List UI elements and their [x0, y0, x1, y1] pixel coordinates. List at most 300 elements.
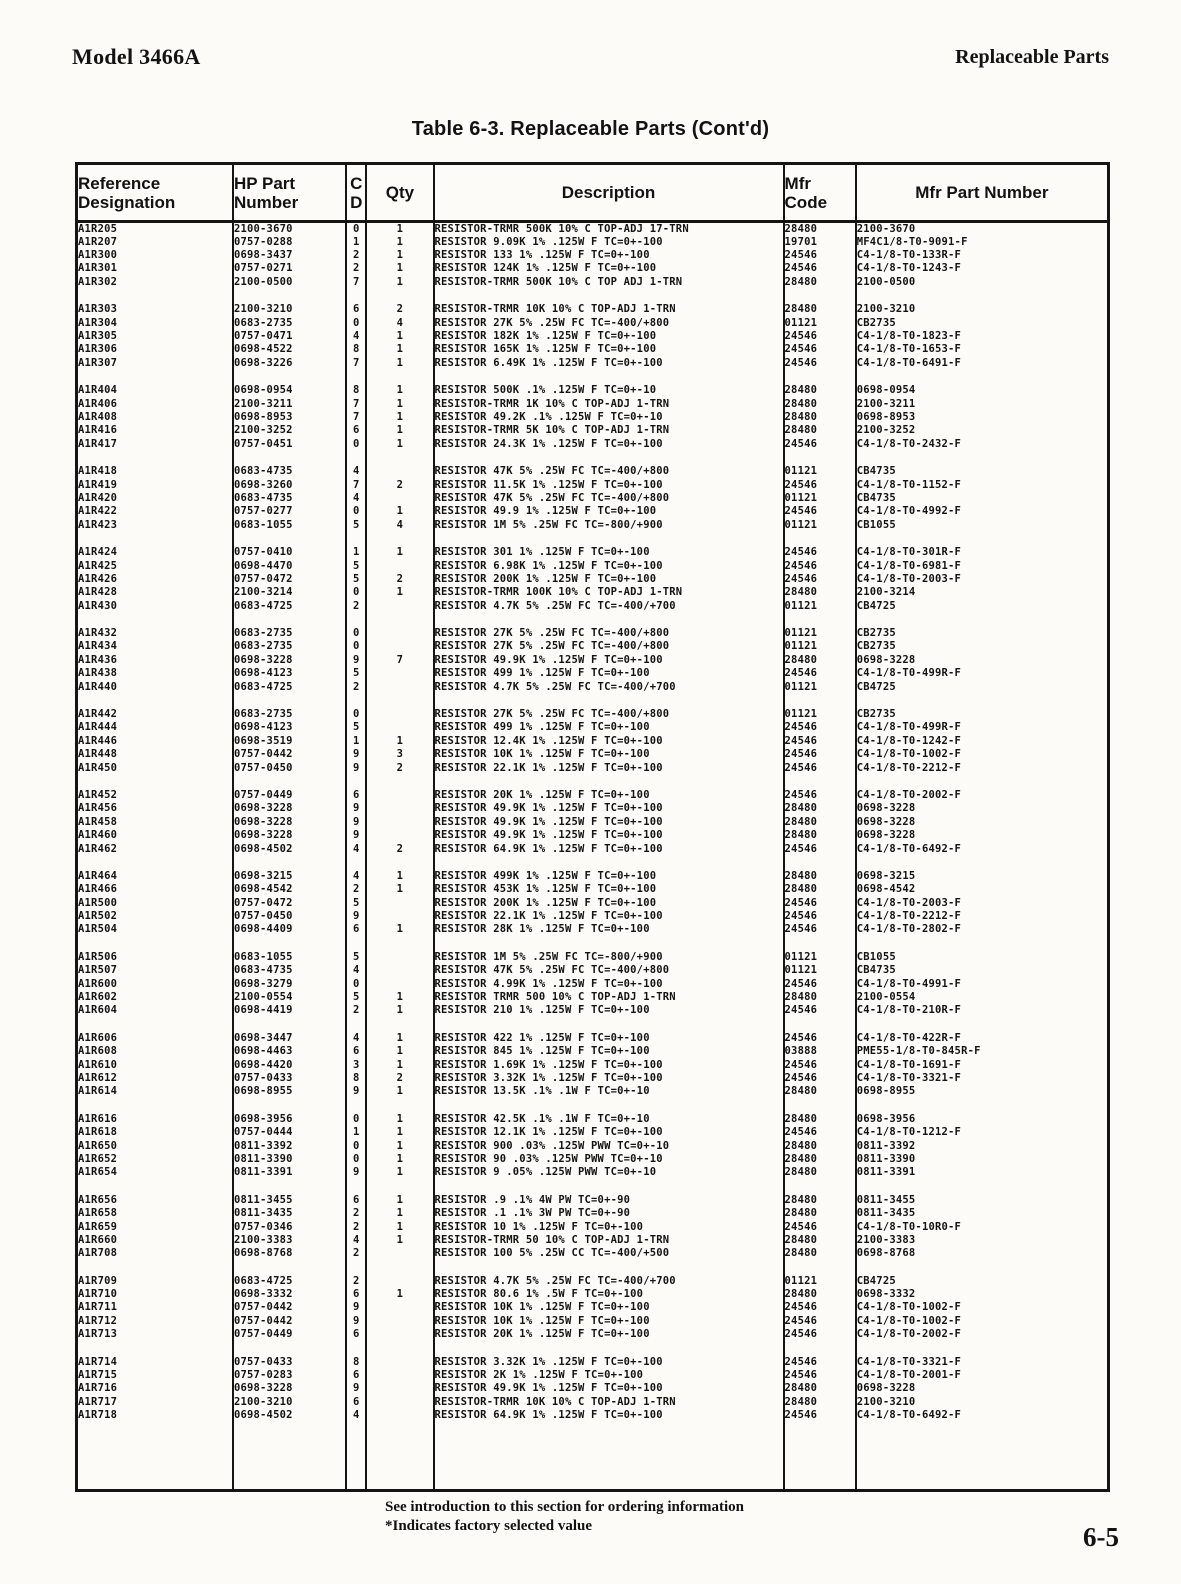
- table-row: [77, 680, 1109, 693]
- cell-hp: 0757-0442: [233, 1314, 346, 1327]
- cell-hp: 0698-3228: [233, 653, 346, 666]
- cell-qty: 1: [366, 1085, 433, 1098]
- cell-mfr: 24546: [784, 1058, 856, 1071]
- cell-desc: RESISTOR 64.9K 1% .125W F TC=0+-100: [434, 842, 784, 855]
- cell-qty: [366, 721, 433, 734]
- cell-mpn: C4-1/8-T0-499R-F: [856, 667, 962, 680]
- table-row: [77, 384, 1109, 397]
- cell-cd: 9: [346, 761, 366, 774]
- cell-ref: A1R616: [77, 1112, 233, 1125]
- cell-hp: 2100-0554: [233, 990, 346, 1003]
- cell-mfr: 28480: [784, 1287, 856, 1300]
- empty-cell: [77, 1098, 233, 1112]
- table-row: [77, 626, 1109, 639]
- cell-ref: A1R658: [77, 1206, 233, 1219]
- cell-mpn: 2100-0500: [856, 275, 916, 288]
- cell-ref: A1R660: [77, 1233, 233, 1246]
- empty-cell: [366, 1260, 433, 1274]
- empty-cell: [77, 1422, 233, 1491]
- table-row: [77, 734, 1109, 747]
- cell-mpn: C4-1/8-T0-1152-F: [856, 478, 962, 491]
- table-row: [77, 1193, 1109, 1206]
- cell-mpn: C4-1/8-T0-133R-F: [856, 249, 962, 262]
- cell-mfr: 24546: [784, 1301, 856, 1314]
- empty-cell: [366, 936, 433, 950]
- table-row: [77, 1045, 1109, 1058]
- empty-cell: [434, 1098, 784, 1112]
- table-row: [77, 909, 1109, 922]
- cell-mpn: 2100-3210: [856, 303, 916, 316]
- cell-cd: 5: [346, 721, 366, 734]
- empty-cell: [784, 1017, 856, 1031]
- table-row: [77, 761, 1109, 774]
- cell-desc: RESISTOR 13.5K .1% .1W F TC=0+-10: [434, 1085, 784, 1098]
- cell-qty: [366, 815, 433, 828]
- cell-mfr: 28480: [784, 384, 856, 397]
- cell-cd: 2: [346, 1274, 366, 1287]
- table-row: [77, 653, 1109, 666]
- table-row: [77, 1314, 1109, 1327]
- cell-hp: 0757-0433: [233, 1071, 346, 1084]
- cell-mfr: 28480: [784, 424, 856, 437]
- cell-cd: 4: [346, 491, 366, 504]
- cell-ref: A1R606: [77, 1031, 233, 1044]
- table-row: [77, 437, 1109, 450]
- empty-cell: [233, 774, 346, 788]
- empty-cell: [784, 855, 856, 869]
- cell-ref: A1R426: [77, 572, 233, 585]
- table-filler: [77, 1422, 1109, 1491]
- cell-mfr: 24546: [784, 761, 856, 774]
- empty-cell: [784, 1341, 856, 1355]
- cell-mpn: 0698-8768: [856, 1247, 916, 1260]
- table-row: [77, 572, 1109, 585]
- cell-mfr: 28480: [784, 1085, 856, 1098]
- cell-ref: A1R205: [77, 222, 233, 236]
- cell-qty: 1: [366, 545, 433, 558]
- cell-desc: RESISTOR 6.98K 1% .125W F TC=0+-100: [434, 559, 784, 572]
- table-row: [77, 1382, 1109, 1395]
- cell-cd: 4: [346, 1409, 366, 1422]
- cell-mpn: 0811-3455: [856, 1193, 916, 1206]
- cell-cd: 1: [346, 1125, 366, 1138]
- empty-cell: [856, 531, 1109, 545]
- cell-mfr: 24546: [784, 545, 856, 558]
- cell-mfr: 28480: [784, 586, 856, 599]
- cell-desc: RESISTOR 27K 5% .25W FC TC=-400/+800: [434, 707, 784, 720]
- group-spacer: [77, 612, 1109, 626]
- table-row: [77, 1139, 1109, 1152]
- cell-desc: RESISTOR 3.32K 1% .125W F TC=0+-100: [434, 1071, 784, 1084]
- cell-cd: 7: [346, 410, 366, 423]
- cell-mfr: 28480: [784, 990, 856, 1003]
- empty-cell: [856, 936, 1109, 950]
- cell-hp: 0698-8953: [233, 410, 346, 423]
- cell-qty: 1: [366, 1233, 433, 1246]
- cell-mfr: 24546: [784, 734, 856, 747]
- cell-mpn: CB1055: [856, 518, 896, 531]
- cell-desc: RESISTOR 42.5K .1% .1W F TC=0+-10: [434, 1112, 784, 1125]
- cell-hp: 0698-4502: [233, 842, 346, 855]
- cell-mfr: 28480: [784, 1112, 856, 1125]
- empty-cell: [434, 855, 784, 869]
- cell-hp: 0757-0283: [233, 1368, 346, 1381]
- cell-mpn: 2100-3252: [856, 424, 916, 437]
- cell-qty: 1: [366, 923, 433, 936]
- cell-qty: 1: [366, 505, 433, 518]
- cell-qty: 1: [366, 343, 433, 356]
- cell-ref: A1R460: [77, 828, 233, 841]
- table-row: [77, 1328, 1109, 1341]
- cell-hp: 0698-4542: [233, 883, 346, 896]
- cell-hp: 0698-3447: [233, 1031, 346, 1044]
- column-header-line: Code: [784, 192, 828, 212]
- cell-hp: 0698-3228: [233, 828, 346, 841]
- cell-cd: 2: [346, 1004, 366, 1017]
- cell-desc: RESISTOR 3.32K 1% .125W F TC=0+-100: [434, 1355, 784, 1368]
- cell-ref: A1R438: [77, 667, 233, 680]
- cell-desc: RESISTOR-TRMR 500K 10% C TOP-ADJ 17-TRN: [434, 222, 784, 236]
- empty-cell: [434, 774, 784, 788]
- table-row: [77, 667, 1109, 680]
- empty-cell: [856, 612, 1109, 626]
- cell-mpn: 0698-3228: [856, 815, 916, 828]
- cell-mpn: C4-1/8-T0-1691-F: [856, 1058, 962, 1071]
- cell-hp: 0683-1055: [233, 950, 346, 963]
- group-spacer: [77, 1098, 1109, 1112]
- cell-cd: 6: [346, 1045, 366, 1058]
- column-header-line: Designation: [78, 192, 176, 212]
- cell-qty: 1: [366, 248, 433, 261]
- group-spacer: [77, 1341, 1109, 1355]
- cell-ref: A1R430: [77, 599, 233, 612]
- cell-cd: 0: [346, 222, 366, 236]
- cell-desc: RESISTOR 90 .03% .125W PWW TC=0+-10: [434, 1152, 784, 1165]
- cell-mfr: 01121: [784, 640, 856, 653]
- empty-cell: [784, 450, 856, 464]
- empty-cell: [77, 1341, 233, 1355]
- cell-qty: [366, 559, 433, 572]
- cell-desc: RESISTOR 200K 1% .125W F TC=0+-100: [434, 896, 784, 909]
- cell-qty: 2: [366, 761, 433, 774]
- empty-cell: [784, 1098, 856, 1112]
- cell-ref: A1R716: [77, 1382, 233, 1395]
- cell-desc: RESISTOR 6.49K 1% .125W F TC=0+-100: [434, 356, 784, 369]
- cell-qty: [366, 1409, 433, 1422]
- table-row: [77, 1071, 1109, 1084]
- cell-ref: A1R507: [77, 964, 233, 977]
- cell-desc: RESISTOR 10K 1% .125W F TC=0+-100: [434, 1301, 784, 1314]
- cell-hp: 0757-0410: [233, 545, 346, 558]
- cell-cd: 2: [346, 599, 366, 612]
- cell-qty: 1: [366, 262, 433, 275]
- table-row: [77, 518, 1109, 531]
- cell-cd: 6: [346, 1368, 366, 1381]
- cell-ref: A1R434: [77, 640, 233, 653]
- cell-mfr: 01121: [784, 1274, 856, 1287]
- cell-mpn: 0698-8955: [856, 1085, 916, 1098]
- table-row: [77, 303, 1109, 316]
- cell-desc: RESISTOR 49.2K .1% .125W F TC=0+-10: [434, 410, 784, 423]
- empty-cell: [346, 693, 366, 707]
- cell-ref: A1R436: [77, 653, 233, 666]
- cell-hp: 2100-0500: [233, 275, 346, 288]
- cell-mfr: 24546: [784, 559, 856, 572]
- cell-mfr: 28480: [784, 802, 856, 815]
- cell-ref: A1R446: [77, 734, 233, 747]
- cell-mpn: 0698-8953: [856, 410, 916, 423]
- empty-cell: [346, 370, 366, 384]
- group-spacer: [77, 855, 1109, 869]
- empty-cell: [77, 936, 233, 950]
- cell-ref: A1R404: [77, 384, 233, 397]
- cell-mpn: C4-1/8-T0-1653-F: [856, 343, 962, 356]
- cell-ref: A1R710: [77, 1287, 233, 1300]
- cell-cd: 6: [346, 1287, 366, 1300]
- cell-ref: A1R500: [77, 896, 233, 909]
- cell-mpn: C4-1/8-T0-499R-F: [856, 721, 962, 734]
- cell-mfr: 24546: [784, 1071, 856, 1084]
- cell-desc: RESISTOR 499 1% .125W F TC=0+-100: [434, 721, 784, 734]
- table-row: [77, 222, 1109, 236]
- cell-ref: A1R300: [77, 248, 233, 261]
- footnotes: [385, 1498, 744, 1536]
- cell-mpn: 0698-3228: [856, 829, 916, 842]
- cell-qty: [366, 828, 433, 841]
- cell-qty: [366, 1274, 433, 1287]
- empty-cell: [233, 1422, 346, 1491]
- cell-mpn: 0698-3332: [856, 1288, 916, 1301]
- cell-ref: A1R608: [77, 1045, 233, 1058]
- cell-mfr: 28480: [784, 1395, 856, 1408]
- cell-cd: 0: [346, 1152, 366, 1165]
- cell-mfr: 28480: [784, 397, 856, 410]
- empty-cell: [434, 370, 784, 384]
- cell-hp: 2100-3670: [233, 222, 346, 236]
- cell-ref: A1R302: [77, 275, 233, 288]
- cell-qty: 1: [366, 1166, 433, 1179]
- cell-ref: A1R432: [77, 626, 233, 639]
- table-row: [77, 1166, 1109, 1179]
- empty-cell: [366, 1341, 433, 1355]
- cell-ref: A1R458: [77, 815, 233, 828]
- empty-cell: [233, 855, 346, 869]
- column-header-reference-designation: [77, 164, 233, 222]
- empty-cell: [233, 936, 346, 950]
- cell-qty: 1: [366, 1125, 433, 1138]
- empty-cell: [366, 370, 433, 384]
- cell-mpn: 2100-0554: [856, 991, 916, 1004]
- cell-hp: 0757-0433: [233, 1355, 346, 1368]
- cell-qty: [366, 626, 433, 639]
- cell-mfr: 01121: [784, 599, 856, 612]
- cell-hp: 0698-3519: [233, 734, 346, 747]
- cell-hp: 2100-3214: [233, 586, 346, 599]
- cell-cd: 5: [346, 896, 366, 909]
- cell-hp: 2100-3211: [233, 397, 346, 410]
- cell-qty: [366, 1328, 433, 1341]
- table-row: [77, 505, 1109, 518]
- cell-qty: [366, 707, 433, 720]
- table-row: [77, 559, 1109, 572]
- table-row: [77, 707, 1109, 720]
- table-row: [77, 356, 1109, 369]
- cell-mpn: CB1055: [856, 950, 896, 963]
- cell-mpn: C4-1/8-T0-3321-F: [856, 1072, 962, 1084]
- cell-hp: 0811-3455: [233, 1193, 346, 1206]
- cell-mfr: 28480: [784, 653, 856, 666]
- empty-cell: [366, 774, 433, 788]
- group-spacer: [77, 693, 1109, 707]
- cell-qty: [366, 680, 433, 693]
- cell-hp: 0698-4420: [233, 1058, 346, 1071]
- cell-qty: 1: [366, 883, 433, 896]
- group-spacer: [77, 1260, 1109, 1274]
- table-row: [77, 491, 1109, 504]
- cell-hp: 0757-0444: [233, 1125, 346, 1138]
- empty-cell: [77, 370, 233, 384]
- empty-cell: [434, 1341, 784, 1355]
- cell-mpn: C4-1/8-T0-1212-F: [856, 1126, 962, 1139]
- cell-cd: 0: [346, 586, 366, 599]
- cell-cd: 5: [346, 950, 366, 963]
- column-header-mfr-part-number: Mfr Part Number: [856, 164, 1109, 222]
- cell-mpn: CB4725: [856, 599, 896, 612]
- cell-desc: RESISTOR 49.9 1% .125W F TC=0+-100: [434, 505, 784, 518]
- cell-qty: 1: [366, 1193, 433, 1206]
- empty-cell: [784, 1422, 856, 1491]
- cell-hp: 0698-3228: [233, 815, 346, 828]
- empty-cell: [434, 531, 784, 545]
- cell-desc: RESISTOR 49.9K 1% .125W F TC=0+-100: [434, 815, 784, 828]
- cell-cd: 4: [346, 329, 366, 342]
- cell-ref: A1R612: [77, 1071, 233, 1084]
- table-row: [77, 1287, 1109, 1300]
- empty-cell: [784, 1260, 856, 1274]
- empty-cell: [233, 1341, 346, 1355]
- cell-mpn: C4-1/8-T0-301R-F: [856, 546, 962, 559]
- cell-mfr: 24546: [784, 1328, 856, 1341]
- cell-mfr: 01121: [784, 316, 856, 329]
- cell-ref: A1R406: [77, 397, 233, 410]
- cell-cd: 0: [346, 1112, 366, 1125]
- factory-selected-note: *Indicates factory selected value: [385, 1518, 593, 1534]
- table-row: [77, 640, 1109, 653]
- cell-hp: 0757-0277: [233, 505, 346, 518]
- cell-qty: 1: [366, 437, 433, 450]
- cell-mpn: C4-1/8-T0-2002-F: [856, 1328, 962, 1341]
- cell-ref: A1R708: [77, 1247, 233, 1260]
- cell-desc: RESISTOR 27K 5% .25W FC TC=-400/+800: [434, 640, 784, 653]
- table-row: [77, 424, 1109, 437]
- cell-mpn: C4-1/8-T0-2802-F: [856, 923, 962, 936]
- cell-desc: RESISTOR-TRMR 100K 10% C TOP-ADJ 1-TRN: [434, 586, 784, 599]
- cell-qty: 4: [366, 316, 433, 329]
- cell-desc: RESISTOR .1 .1% 3W PW TC=0+-90: [434, 1206, 784, 1219]
- cell-mfr: 01121: [784, 518, 856, 531]
- empty-cell: [434, 450, 784, 464]
- cell-mpn: C4-1/8-T0-422R-F: [856, 1031, 962, 1044]
- cell-mfr: 28480: [784, 1206, 856, 1219]
- cell-mfr: 24546: [784, 842, 856, 855]
- cell-qty: [366, 977, 433, 990]
- cell-cd: 9: [346, 653, 366, 666]
- column-header-qty: Qty: [366, 164, 433, 222]
- cell-desc: RESISTOR 301 1% .125W F TC=0+-100: [434, 545, 784, 558]
- empty-cell: [346, 1017, 366, 1031]
- column-header-line: HP Part: [233, 173, 296, 193]
- cell-cd: 0: [346, 505, 366, 518]
- cell-ref: A1R462: [77, 842, 233, 855]
- cell-qty: [366, 640, 433, 653]
- cell-mfr: 24546: [784, 1004, 856, 1017]
- empty-cell: [346, 936, 366, 950]
- cell-ref: A1R466: [77, 883, 233, 896]
- cell-hp: 0811-3435: [233, 1206, 346, 1219]
- cell-hp: 0683-4735: [233, 964, 346, 977]
- empty-cell: [233, 531, 346, 545]
- cell-desc: RESISTOR 10K 1% .125W F TC=0+-100: [434, 1314, 784, 1327]
- cell-ref: A1R428: [77, 586, 233, 599]
- cell-desc: RESISTOR 47K 5% .25W FC TC=-400/+800: [434, 491, 784, 504]
- group-spacer: [77, 531, 1109, 545]
- empty-cell: [346, 774, 366, 788]
- cell-cd: 9: [346, 1085, 366, 1098]
- cell-cd: 9: [346, 1301, 366, 1314]
- table-row: [77, 1206, 1109, 1219]
- cell-mpn: C4-1/8-T0-1823-F: [856, 330, 962, 343]
- cell-desc: RESISTOR 27K 5% .25W FC TC=-400/+800: [434, 316, 784, 329]
- cell-desc: RESISTOR 100 5% .25W CC TC=-400/+500: [434, 1247, 784, 1260]
- cell-qty: 1: [366, 1287, 433, 1300]
- cell-qty: 1: [366, 1220, 433, 1233]
- table-row: [77, 977, 1109, 990]
- cell-hp: 0698-4502: [233, 1409, 346, 1422]
- cell-ref: A1R610: [77, 1058, 233, 1071]
- empty-cell: [77, 774, 233, 788]
- empty-cell: [233, 612, 346, 626]
- cell-mfr: 24546: [784, 721, 856, 734]
- table-row: [77, 1409, 1109, 1422]
- cell-hp: 0757-0472: [233, 572, 346, 585]
- cell-ref: A1R305: [77, 329, 233, 342]
- cell-cd: 5: [346, 518, 366, 531]
- empty-cell: [346, 855, 366, 869]
- cell-cd: 7: [346, 478, 366, 491]
- empty-cell: [856, 450, 1109, 464]
- cell-qty: [366, 491, 433, 504]
- cell-qty: [366, 599, 433, 612]
- table-row: [77, 343, 1109, 356]
- cell-mfr: 24546: [784, 788, 856, 801]
- cell-mfr: 01121: [784, 626, 856, 639]
- cell-qty: [366, 1314, 433, 1327]
- table-row: [77, 828, 1109, 841]
- empty-cell: [366, 450, 433, 464]
- cell-cd: 0: [346, 626, 366, 639]
- cell-qty: 2: [366, 842, 433, 855]
- cell-qty: 1: [366, 586, 433, 599]
- cell-desc: RESISTOR 20K 1% .125W F TC=0+-100: [434, 788, 784, 801]
- cell-mfr: 01121: [784, 464, 856, 477]
- cell-mpn: C4-1/8-T0-4991-F: [856, 977, 962, 990]
- table-row: [77, 815, 1109, 828]
- cell-cd: 4: [346, 842, 366, 855]
- cell-mpn: C4-1/8-T0-2001-F: [856, 1369, 962, 1382]
- table-row: [77, 1274, 1109, 1287]
- cell-desc: RESISTOR 27K 5% .25W FC TC=-400/+800: [434, 626, 784, 639]
- cell-qty: [366, 1382, 433, 1395]
